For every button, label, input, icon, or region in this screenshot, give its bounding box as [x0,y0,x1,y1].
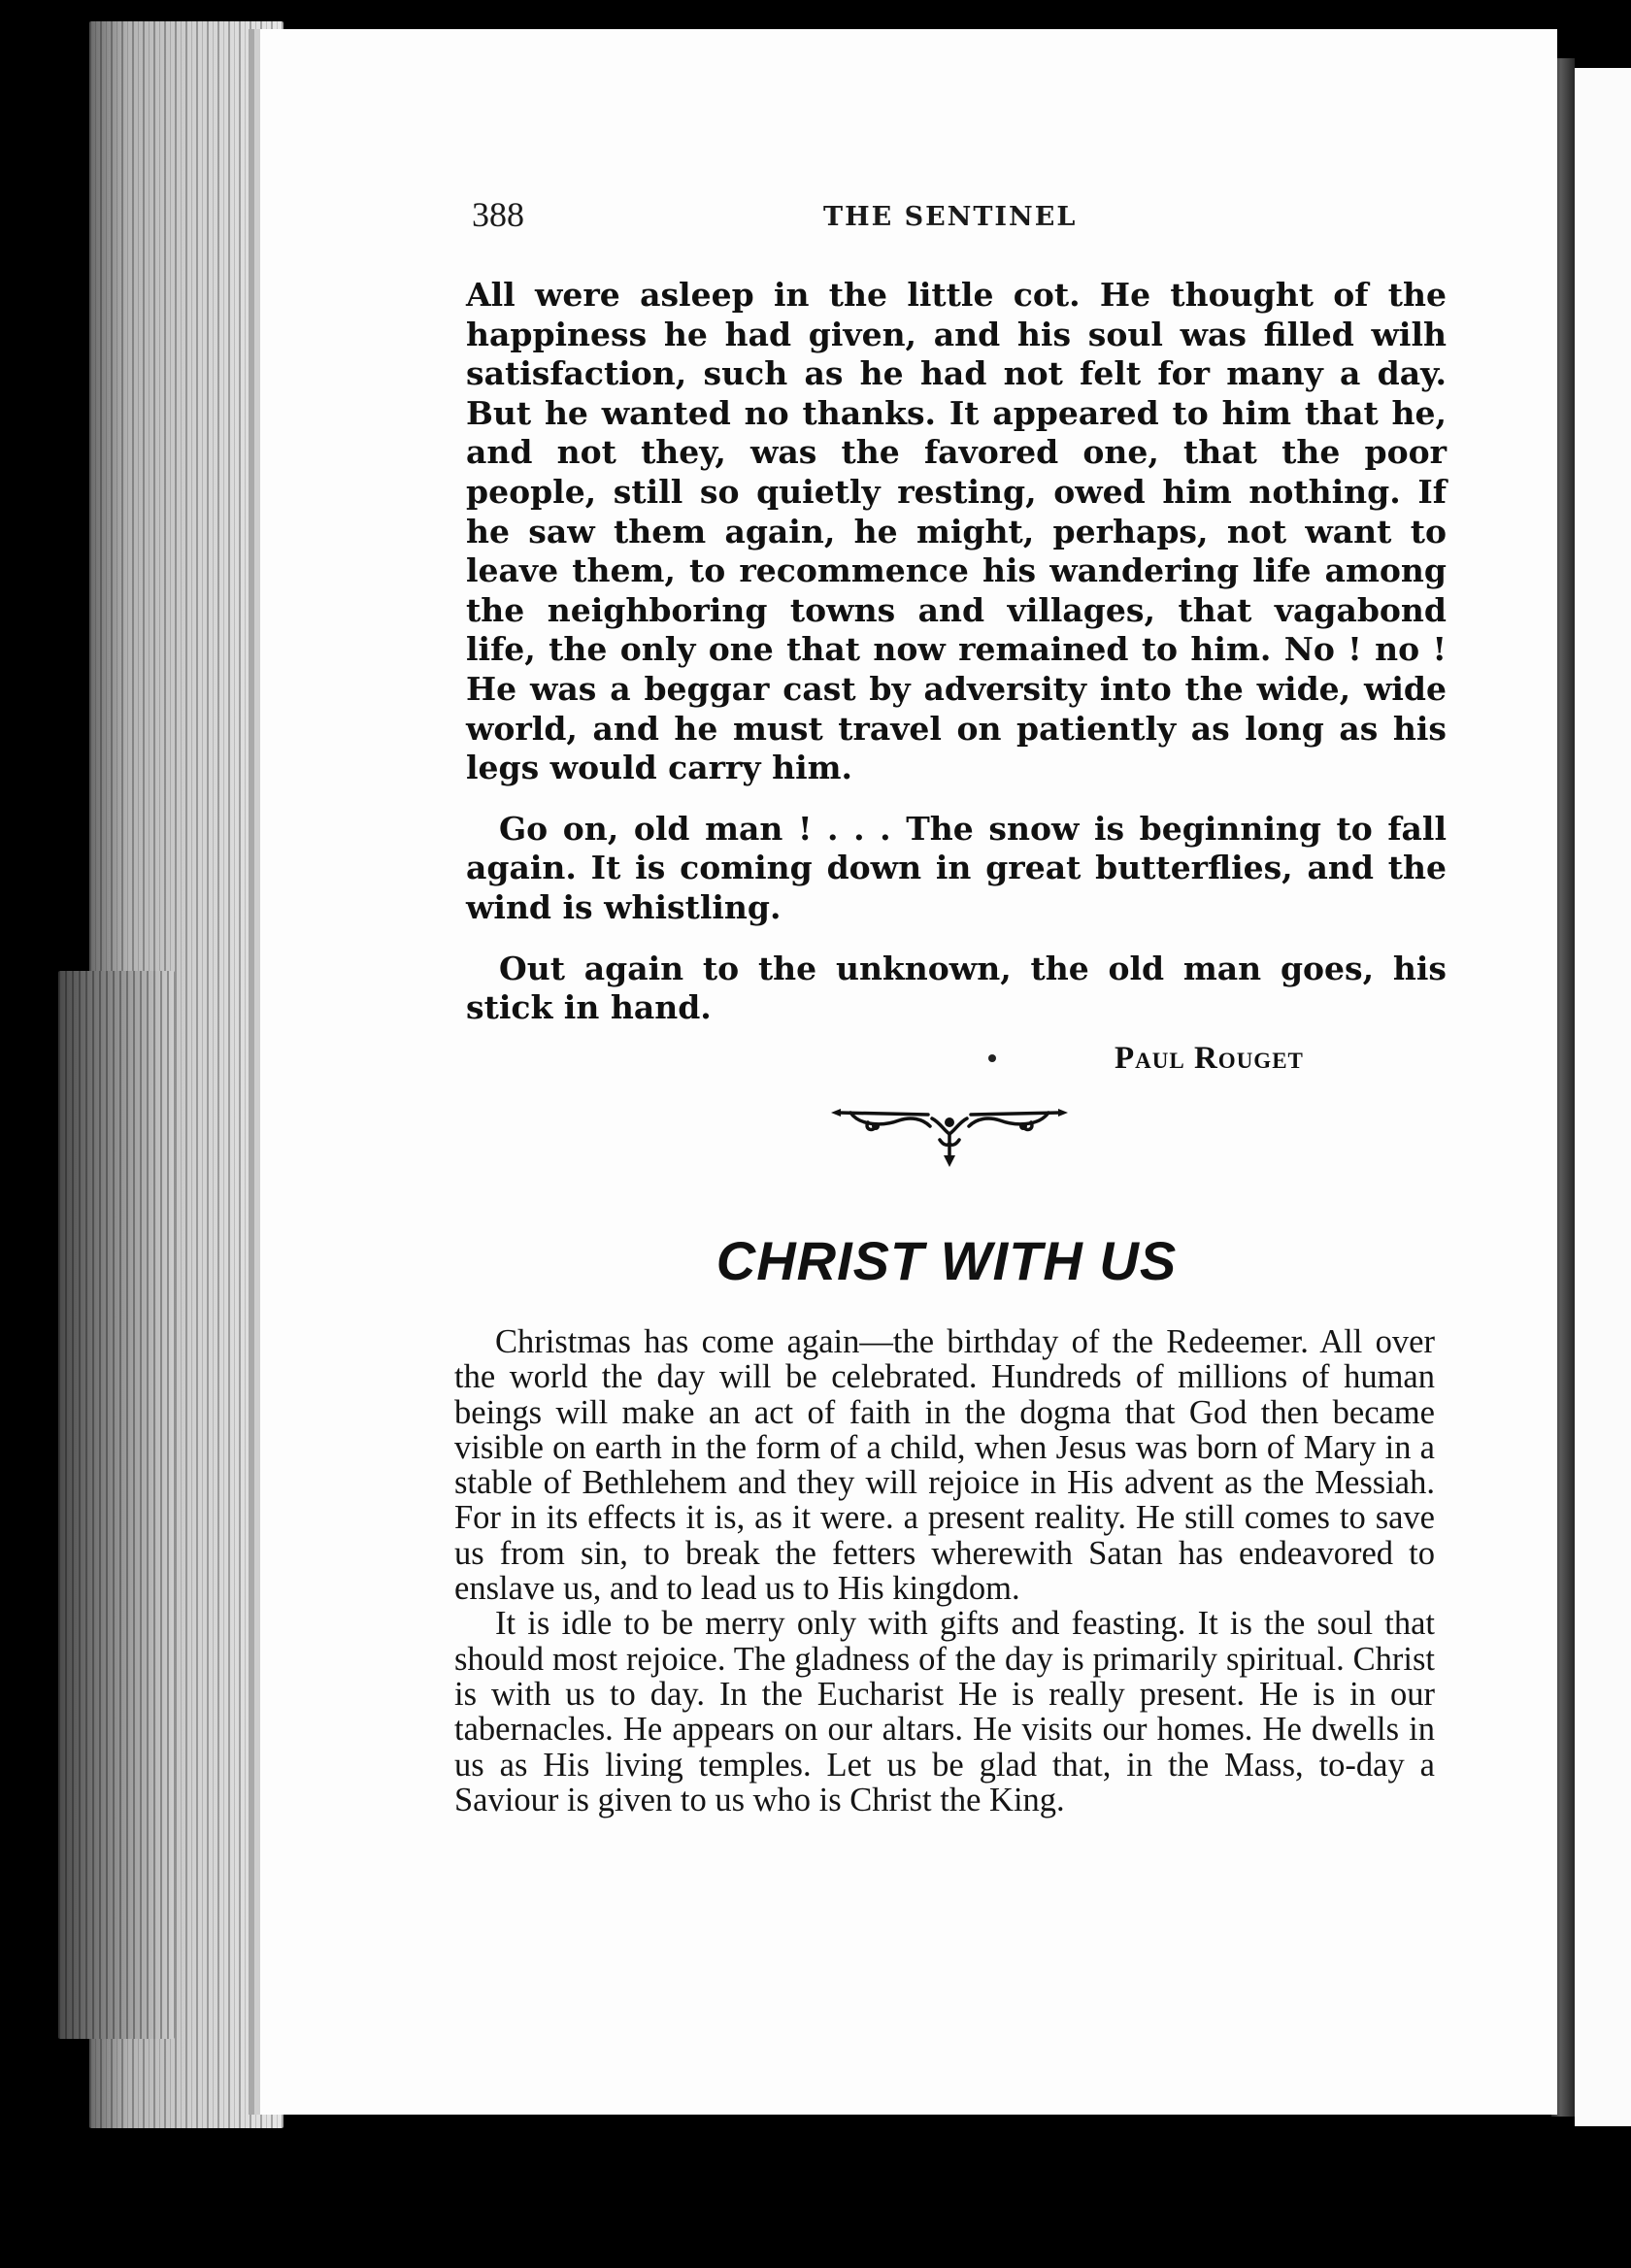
article-paragraph: Christmas has come again—the birthday of the Redeemer. All over the world the day will be celebrated. Hundreds of millions of human beings will make an act of faith in the dogma that God then became visible on earth in the form of a child, when Jesus was born of Mary in a stable of Bethlehem and they will rejoice in His advent as the Messiah. For in its effects it is, as it were. a present reality. He still comes to save us from sin, to break the fetters wherewith Satan has endeavored to enslave us, and to lead us to His kingdom. [454,1323,1435,1608]
author-signature: Paul Rouget [1115,1041,1304,1076]
story-paragraph: Go on, old man ! . . . The snow is beginning to fall again. It is coming down in great butterflies, and the wind is whistling. [466,809,1447,926]
running-head [472,194,1433,243]
stray-dot [988,1054,996,1062]
ornament-divider-icon [831,1101,1068,1169]
story-paragraph: Out again to the unknown, the old man goes, his stick in hand. [466,949,1447,1027]
story-text [466,276,1447,1050]
story-paragraph: All were asleep in the little cot. He thought of the happiness he had given, and his soul was filled wilh satisfaction, such as he had not felt for many a day. But he wanted no thanks. It appeared to him that he, and not they, was the favored one, that the poor people, still so quietly resting, owed him nothing. If he saw them again, he might, perhaps, not want to leave them, to recommence his wandering life among the neighboring towns and villages, that vagabond life, the only one that now remained to him. No ! no ! He was a beggar cast by adversity into the wide, wide world, and he must travel on patiently as long as his legs would carry him. [466,276,1447,787]
page-number: 388 [472,195,524,234]
article-text [454,1324,1435,1818]
article-title: CHRIST WITH US [716,1230,1178,1291]
journal-title: THE SENTINEL [823,202,1078,232]
page-edges-left-lower [58,971,175,2039]
article-paragraph: It is idle to be merry only with gifts and feasting. It is the soul that should most rejoice. The gladness of the day is primarily spiritual. Christ is with us to day. In the Eucharist He is really present. He is in our tabernacles. He appears on our altars. He visits our homes. He dwells in us as His living temples. Let us be glad that, in the Mass, to-day a Saviour is given to us who is Christ the King. [454,1605,1435,1818]
facing-page-edge [1575,68,1631,2126]
